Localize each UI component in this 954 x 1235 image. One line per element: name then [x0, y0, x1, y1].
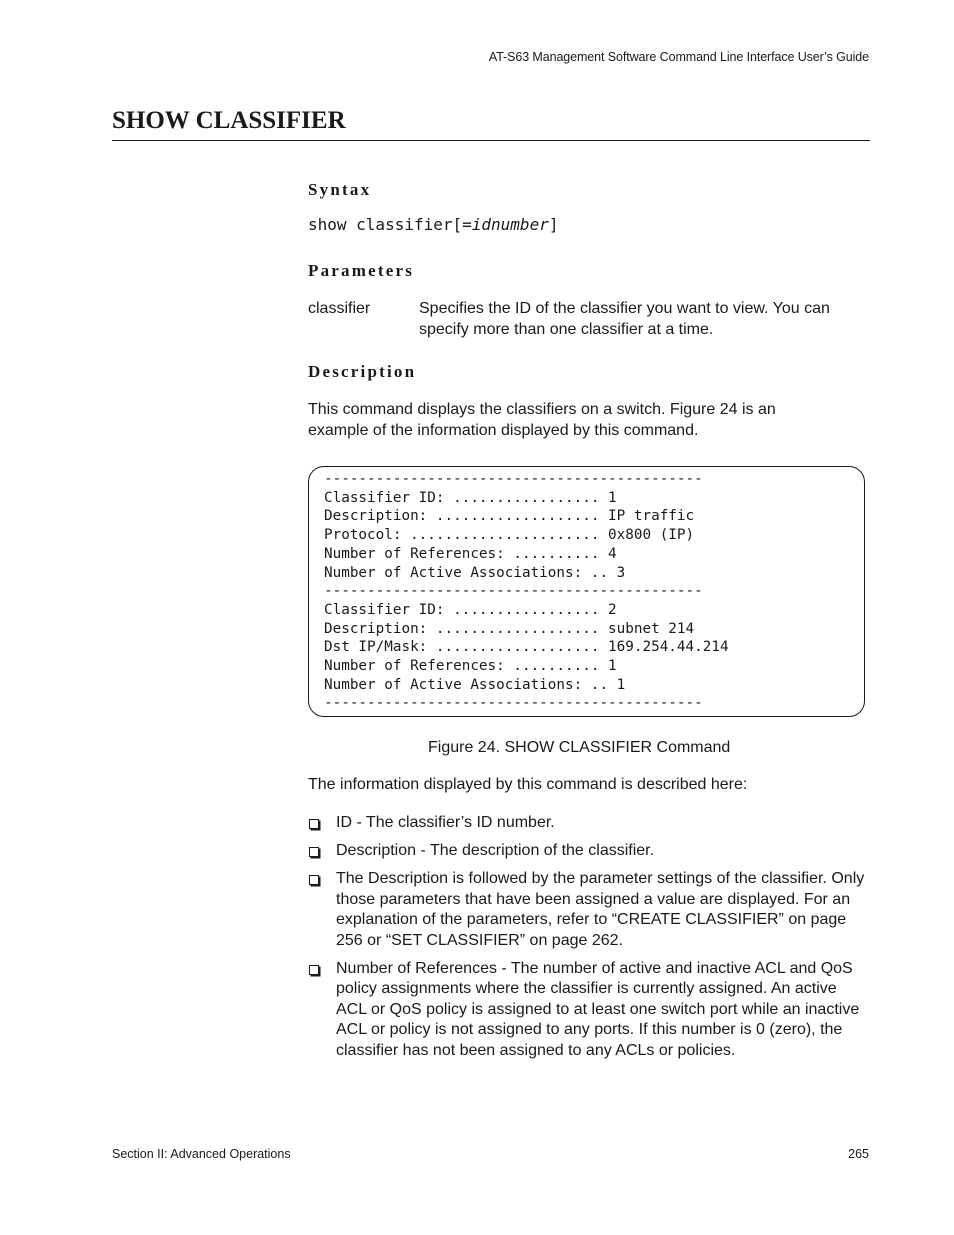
footer-section: Section II: Advanced Operations — [112, 1147, 291, 1161]
list-item-text: The Description is followed by the parameter settings of the classifier. Only those parameters that have been assigned a value are displayed. For an explanation of the parameters, refer to “CREATE CLASSIFIER” on page 256 or “SET CLASSIFIER” on page 262. — [336, 870, 865, 949]
running-header: AT-S63 Management Software Command Line Interface User’s Guide — [488, 50, 869, 64]
description-text: This command displays the classifiers on a switch. Figure 24 is an example of the information displayed by this command. — [308, 401, 776, 439]
info-bullet-list — [308, 813, 870, 1069]
list-item-text: Number of References - The number of active and inactive ACL and QoS policy assignments where the classifier is currently assigned. An active ACL or QoS policy is assigned to at least one switch port while an inactive ACL or policy is not assigned to any ports. If this number is 0 (zero), the classifier has not been assigned to any ACLs or policies. — [336, 959, 860, 1059]
list-item-text: ID - The classifier’s ID number. — [336, 814, 555, 831]
checkbox-bullet-icon — [309, 965, 319, 975]
syntax-command-text: show classifier[= — [308, 215, 472, 234]
syntax-argument: idnumber — [471, 215, 549, 234]
figure-code: -------------------------------------------- Classifier ID: ................. 1 Description: ................... IP traffic Protocol: ...................... 0x800 (IP) Number of References: .......... 4 Number of Active Associations: .. 3 -------------------------------------------- Classifier ID: ................. 2 Description: ................... subnet 214 Dst IP/Mask: ................... 169.254.44.214 Number of References: .......... 1 Number of Active Associations: .. 1 -------------------------------------------- — [324, 471, 729, 712]
syntax-heading: Syntax — [308, 180, 372, 199]
syntax-close: ] — [548, 215, 559, 234]
title-rule — [112, 140, 870, 141]
list-item — [308, 841, 870, 862]
parameter-description: Specifies the ID of the classifier you want to view. You can specify more than one classifier at a time. — [419, 300, 830, 338]
checkbox-bullet-icon — [309, 847, 319, 857]
list-item-text: Description - The description of the classifier. — [336, 842, 655, 859]
page-title: SHOW CLASSIFIER — [112, 107, 346, 134]
parameters-heading: Parameters — [308, 261, 415, 280]
list-item — [308, 813, 870, 834]
syntax-command — [308, 215, 558, 234]
list-item — [308, 869, 870, 951]
list-item — [308, 959, 870, 1062]
parameter-name: classifier — [308, 300, 371, 317]
checkbox-bullet-icon — [309, 875, 319, 885]
footer-page-number: 265 — [848, 1147, 869, 1161]
info-intro: The information displayed by this command is described here: — [308, 776, 748, 793]
description-heading: Description — [308, 362, 417, 381]
checkbox-bullet-icon — [309, 819, 319, 829]
figure-caption: Figure 24. SHOW CLASSIFIER Command — [428, 739, 731, 756]
